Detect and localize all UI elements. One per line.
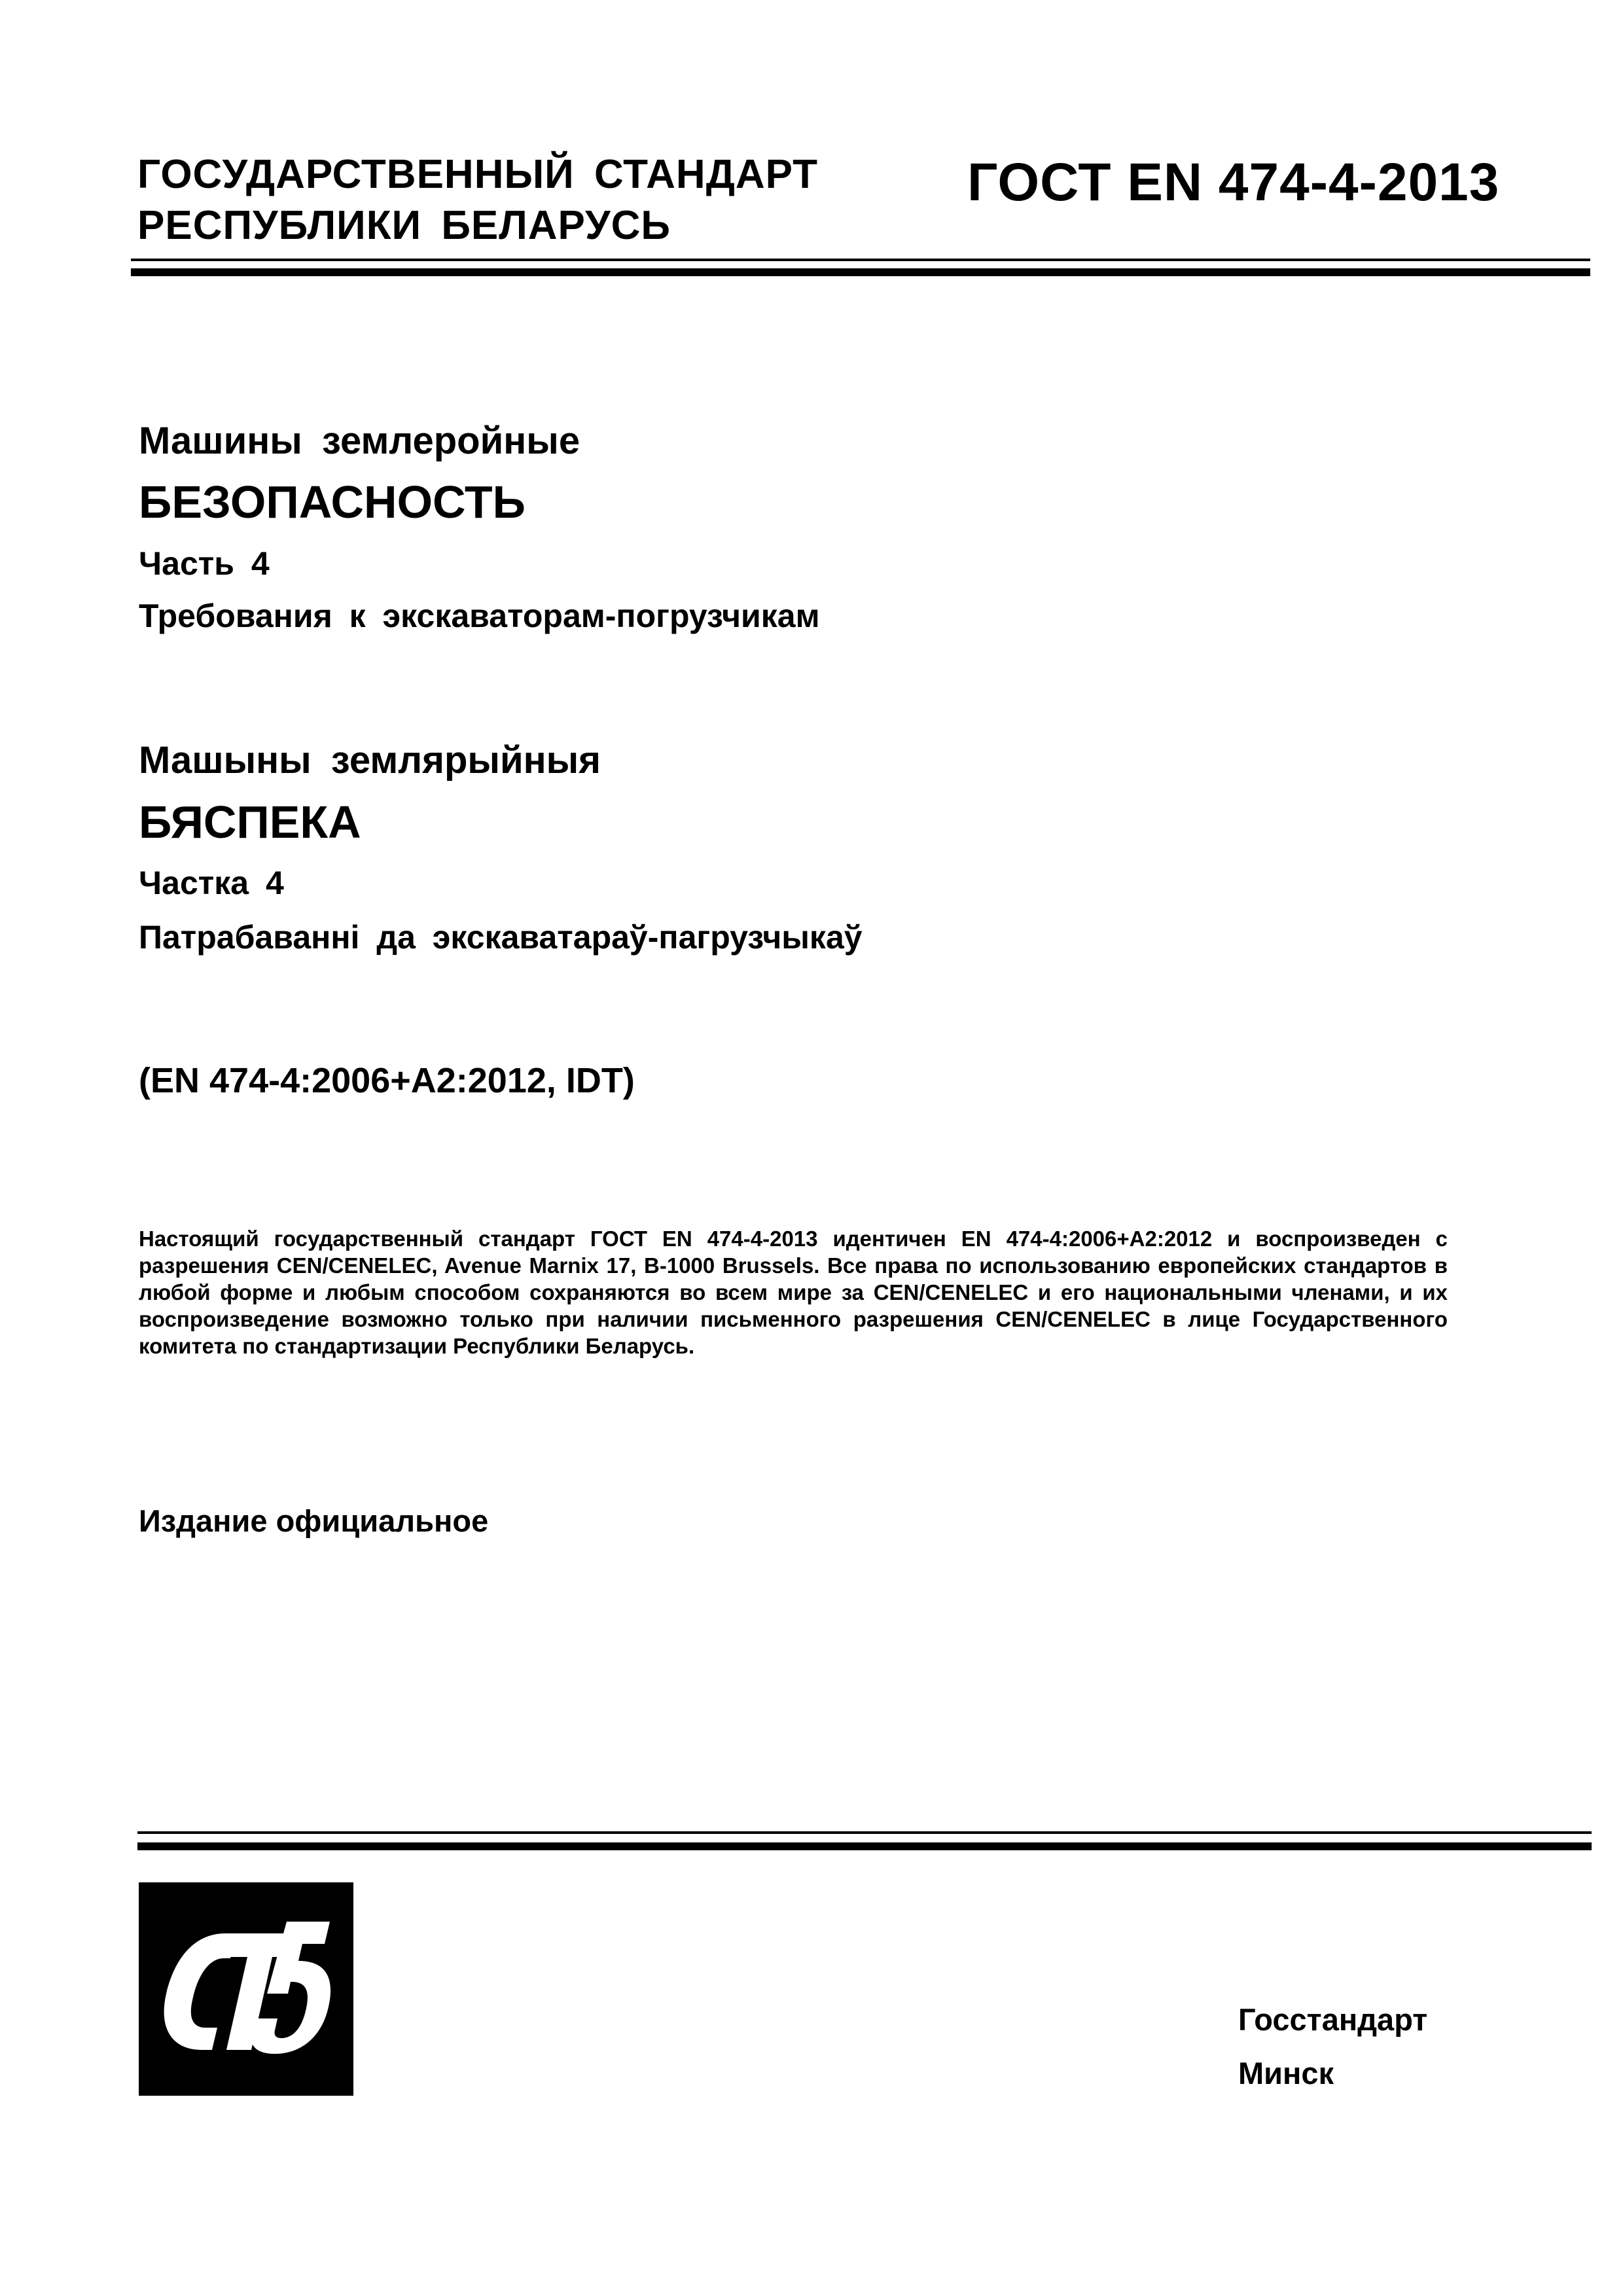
title-by-line-3: Частка 4 — [139, 865, 284, 901]
title-by-line-4: Патрабаванні да экскаватараў-пагрузчыкаў — [139, 919, 863, 956]
top-rule-thick — [131, 268, 1590, 276]
standard-number: ГОСТ EN 474-4-2013 — [967, 152, 1500, 212]
stb-logo-mark — [139, 1882, 353, 2096]
source-reference: (EN 474-4:2006+A2:2012, IDT) — [139, 1061, 635, 1100]
copyright-notice: Настоящий государственный стандарт ГОСТ EN 474-4-2013 идентичен EN 474-4:2006+A2:2012 и воспроизведен с разрешения CEN/CENELEC, Avenue Marnix 17, B-1000 Brussels. Все права по использованию европейских стандартов в любой форме и любым способом сохраняются во всем мире за CEN/CENELEC и его национальными членами, и их воспроизведение возможно только при наличии письменного разрешения CEN/CENELEC в лице Государственного комитета по стандартизации Республики Беларусь. — [139, 1227, 1448, 1358]
title-ru-line-2: БЕЗОПАСНОСТЬ — [139, 476, 526, 528]
publisher-name: Госстандарт — [1238, 2002, 1428, 2037]
title-ru-line-1: Машины землеройные — [139, 420, 580, 462]
edition-label: Издание официальное — [139, 1503, 489, 1538]
publisher-city: Минск — [1238, 2056, 1334, 2090]
authority-line-2: РЕСПУБЛИКИ БЕЛАРУСЬ — [137, 203, 671, 248]
standard-authority — [137, 149, 818, 251]
bottom-rule-thick — [137, 1842, 1592, 1850]
title-by-line-2: БЯСПЕКА — [139, 797, 361, 848]
title-by-line-1: Машыны землярыйныя — [139, 739, 601, 781]
title-ru-line-4: Требования к экскаваторам-погрузчикам — [139, 598, 820, 634]
top-rule-thin — [131, 259, 1590, 261]
bottom-rule-thin — [137, 1831, 1592, 1834]
title-ru-line-3: Часть 4 — [139, 545, 270, 582]
stb-logo — [139, 1882, 353, 2096]
authority-line-1: ГОСУДАРСТВЕННЫЙ СТАНДАРТ — [137, 152, 819, 197]
